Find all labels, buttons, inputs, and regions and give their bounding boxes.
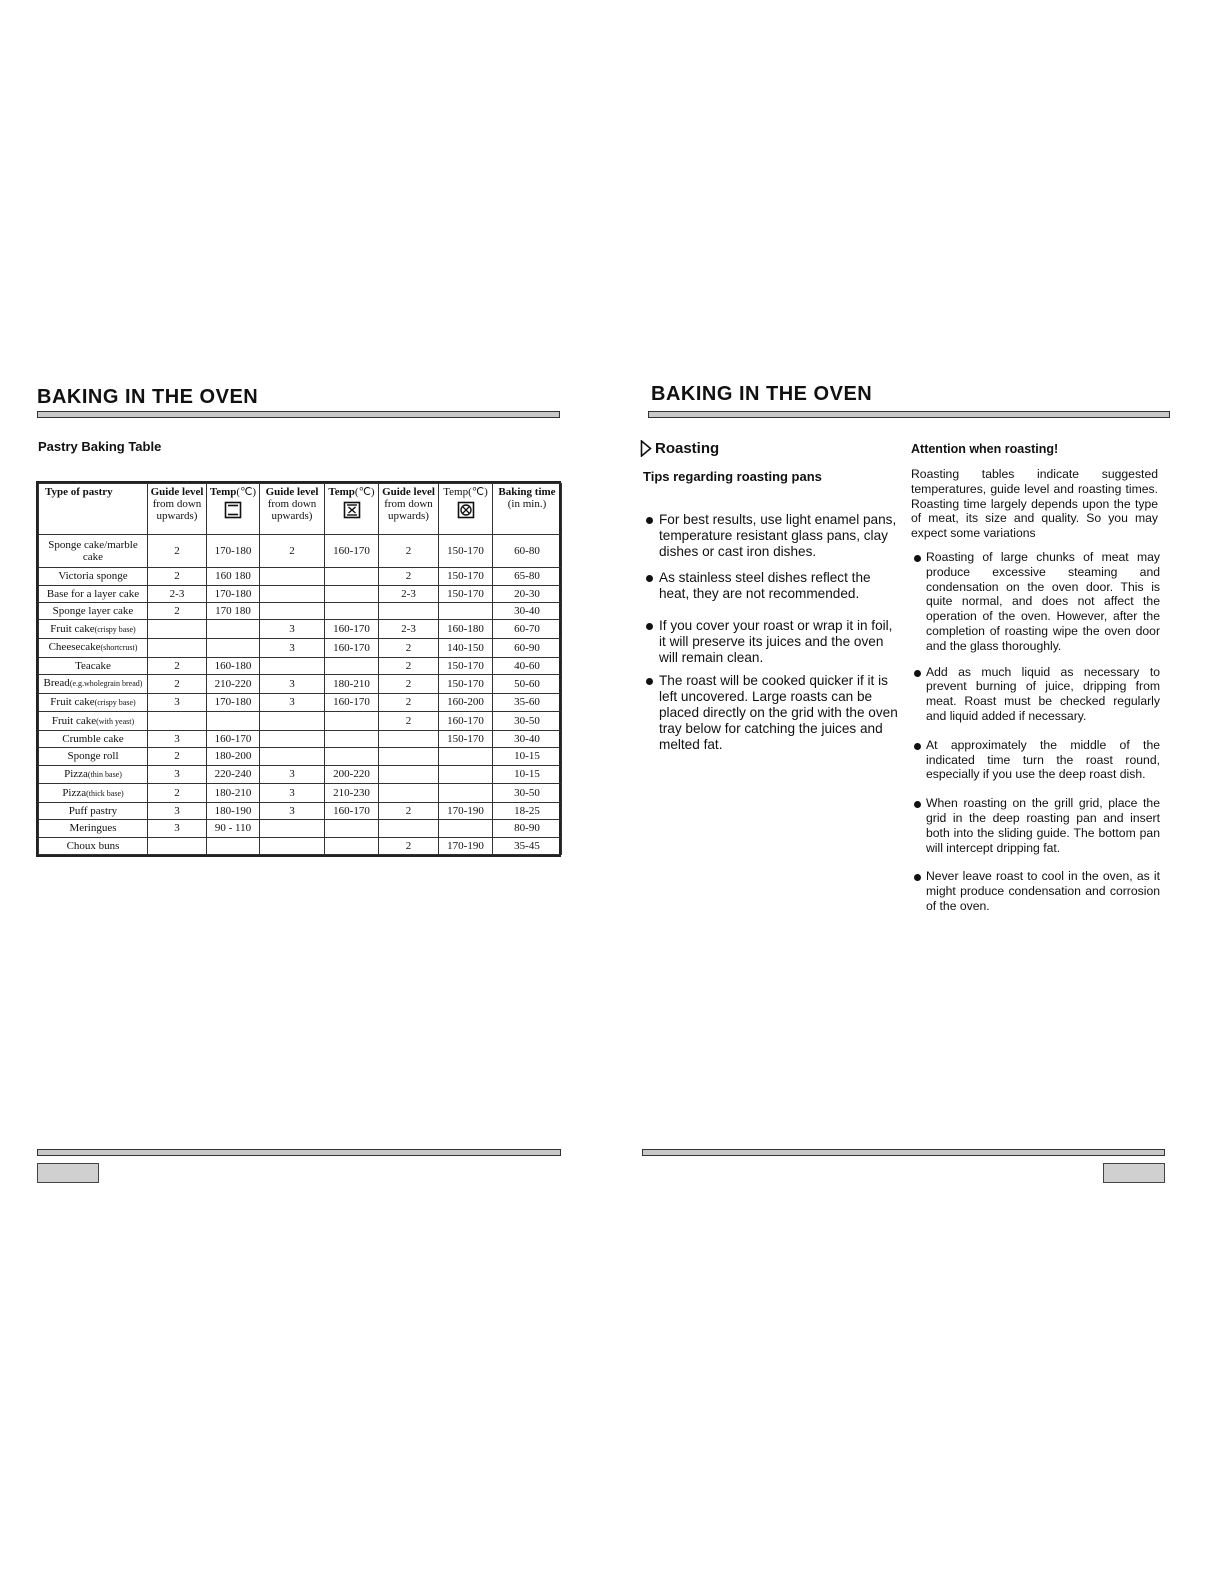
table-row xyxy=(39,585,562,602)
table-title: Pastry Baking Table xyxy=(38,439,162,454)
guide-level-3-cell: 2 xyxy=(379,693,439,712)
guide-level-2-cell: 3 xyxy=(260,693,325,712)
table-row xyxy=(39,765,562,784)
temp-3-cell xyxy=(439,602,493,619)
temp-1-cell: 160-180 xyxy=(207,657,260,674)
guide-level-2-cell xyxy=(260,657,325,674)
pastry-name-cell: Base for a layer cake xyxy=(39,585,148,602)
baking-time-cell: 30-40 xyxy=(493,602,562,619)
guide-level-2-cell xyxy=(260,820,325,837)
attention-item: Roasting of large chunks of meat may produce excessive steaming and condensation on the oven door. This is quite normal, and does not affect the operation of the oven. However, after the completion of roasting wipe the oven door and the glass thoroughly. xyxy=(911,550,1160,654)
pastry-name-cell: Victoria sponge xyxy=(39,568,148,585)
table-row xyxy=(39,620,562,639)
guide-level-3-cell: 2 xyxy=(379,568,439,585)
left-page-number-box xyxy=(37,1163,99,1183)
guide-level-1-cell: 2 xyxy=(148,784,207,803)
temp-2-cell xyxy=(325,568,379,585)
tip-item: The roast will be cooked quicker if it is left uncovered. Large roasts can be placed directly on the grid with the oven tray below for catching the juices and melted fat. xyxy=(643,673,898,754)
baking-time-cell: 65-80 xyxy=(493,568,562,585)
baking-time-cell: 35-60 xyxy=(493,693,562,712)
col-guide-level-3: Guide level from down upwards) xyxy=(379,484,439,535)
temp-3-cell: 170-190 xyxy=(439,837,493,854)
guide-level-1-cell: 2 xyxy=(148,535,207,568)
temp-2-cell: 160-170 xyxy=(325,802,379,819)
guide-level-3-cell: 2 xyxy=(379,837,439,854)
temp-1-cell: 220-240 xyxy=(207,765,260,784)
table-row xyxy=(39,657,562,674)
pastry-name-cell: Teacake xyxy=(39,657,148,674)
pastry-name-cell: Crumble cake xyxy=(39,730,148,747)
right-page-number-box xyxy=(1103,1163,1165,1183)
temp-2-cell xyxy=(325,837,379,854)
attention-intro: Roasting tables indicate suggested temperatures, guide level and roasting times. Roasting time largely depends upon the type of meat, its size and quality. So you may expect some variations xyxy=(911,467,1158,541)
temp-3-cell: 150-170 xyxy=(439,657,493,674)
temp-2-cell: 200-220 xyxy=(325,765,379,784)
tip-item: As stainless steel dishes reflect the heat, they are not recommended. xyxy=(643,570,898,602)
tip-item: If you cover your roast or wrap it in foil, it will preserve its juices and the oven will remain clean. xyxy=(643,618,898,667)
pastry-name-cell: Puff pastry xyxy=(39,802,148,819)
guide-level-2-cell: 3 xyxy=(260,638,325,657)
guide-level-3-cell: 2 xyxy=(379,712,439,731)
guide-level-3-cell xyxy=(379,748,439,765)
guide-level-3-cell xyxy=(379,784,439,803)
temp-1-cell xyxy=(207,837,260,854)
pastry-name-cell: Sponge cake/marble cake xyxy=(39,535,148,568)
temp-1-cell: 170-180 xyxy=(207,585,260,602)
guide-level-3-cell: 2 xyxy=(379,638,439,657)
temp-3-cell: 150-170 xyxy=(439,674,493,693)
table-row xyxy=(39,802,562,819)
oven-conventional-icon xyxy=(224,501,242,519)
guide-level-1-cell: 2 xyxy=(148,674,207,693)
baking-time-cell: 60-70 xyxy=(493,620,562,639)
temp-2-cell xyxy=(325,820,379,837)
pastry-name-cell: Fruit cake(crispy base) xyxy=(39,620,148,639)
temp-2-cell xyxy=(325,602,379,619)
temp-1-cell: 160-170 xyxy=(207,730,260,747)
guide-level-1-cell xyxy=(148,620,207,639)
pastry-name-cell: Fruit cake(crispy base) xyxy=(39,693,148,712)
temp-3-cell: 150-170 xyxy=(439,535,493,568)
temp-1-cell: 170-180 xyxy=(207,535,260,568)
temp-3-cell xyxy=(439,765,493,784)
temp-2-cell xyxy=(325,585,379,602)
right-header-rule xyxy=(648,411,1170,418)
table-row xyxy=(39,535,562,568)
guide-level-3-cell: 2-3 xyxy=(379,585,439,602)
temp-1-cell: 170-180 xyxy=(207,693,260,712)
guide-level-2-cell xyxy=(260,568,325,585)
guide-level-2-cell: 3 xyxy=(260,674,325,693)
baking-time-cell: 60-80 xyxy=(493,535,562,568)
baking-time-cell: 20-30 xyxy=(493,585,562,602)
guide-level-1-cell: 3 xyxy=(148,765,207,784)
baking-time-cell: 30-50 xyxy=(493,784,562,803)
table-row xyxy=(39,820,562,837)
baking-time-cell: 10-15 xyxy=(493,765,562,784)
temp-2-cell xyxy=(325,712,379,731)
guide-level-3-cell xyxy=(379,730,439,747)
guide-level-3-cell: 2 xyxy=(379,535,439,568)
guide-level-2-cell xyxy=(260,730,325,747)
guide-level-2-cell xyxy=(260,837,325,854)
table-row xyxy=(39,602,562,619)
temp-3-cell xyxy=(439,748,493,765)
pastry-name-cell: Pizza(thin base) xyxy=(39,765,148,784)
guide-level-2-cell xyxy=(260,712,325,731)
baking-time-cell: 50-60 xyxy=(493,674,562,693)
table-row xyxy=(39,674,562,693)
baking-time-cell: 18-25 xyxy=(493,802,562,819)
temp-1-cell: 170 180 xyxy=(207,602,260,619)
baking-time-cell: 40-60 xyxy=(493,657,562,674)
guide-level-2-cell: 3 xyxy=(260,784,325,803)
attention-list xyxy=(911,550,1160,928)
col-temp-2: Temp(℃) xyxy=(325,484,379,535)
pastry-name-cell: Pizza(thick base) xyxy=(39,784,148,803)
pastry-name-cell: Meringues xyxy=(39,820,148,837)
left-page-title: BAKING IN THE OVEN xyxy=(37,386,259,408)
guide-level-2-cell: 2 xyxy=(260,535,325,568)
table-header-row xyxy=(39,484,562,535)
temp-3-cell: 150-170 xyxy=(439,568,493,585)
tip-item: For best results, use light enamel pans, temperature resistant glass pans, clay dishes or cast iron dishes. xyxy=(643,512,898,561)
temp-2-cell: 160-170 xyxy=(325,620,379,639)
oven-fan-icon xyxy=(457,501,475,519)
guide-level-1-cell: 2 xyxy=(148,602,207,619)
temp-2-cell xyxy=(325,657,379,674)
temp-2-cell: 160-170 xyxy=(325,535,379,568)
guide-level-1-cell: 3 xyxy=(148,693,207,712)
temp-3-cell: 160-200 xyxy=(439,693,493,712)
guide-level-1-cell: 2 xyxy=(148,568,207,585)
baking-time-cell: 80-90 xyxy=(493,820,562,837)
pastry-name-cell: Bread(e.g.wholegrain bread) xyxy=(39,674,148,693)
col-type-of-pastry: Type of pastry xyxy=(39,484,148,535)
oven-top-bottom-icon xyxy=(343,501,361,519)
guide-level-2-cell xyxy=(260,602,325,619)
guide-level-2-cell: 3 xyxy=(260,802,325,819)
temp-2-cell: 210-230 xyxy=(325,784,379,803)
tips-list xyxy=(643,512,898,764)
baking-time-cell: 35-45 xyxy=(493,837,562,854)
temp-2-cell: 180-210 xyxy=(325,674,379,693)
temp-2-cell xyxy=(325,730,379,747)
temp-3-cell: 150-170 xyxy=(439,585,493,602)
temp-1-cell xyxy=(207,620,260,639)
table-row xyxy=(39,837,562,854)
attention-item: Add as much liquid as necessary to prevent burning of juice, dripping from meat. Roast must be checked regularly and liquid added if necessary. xyxy=(911,665,1160,724)
pastry-name-cell: Fruit cake(with yeast) xyxy=(39,712,148,731)
temp-3-cell: 160-170 xyxy=(439,712,493,731)
temp-3-cell: 150-170 xyxy=(439,730,493,747)
baking-time-cell: 30-40 xyxy=(493,730,562,747)
attention-item: When roasting on the grill grid, place the grid in the deep roasting pan and insert both into the sliding guide. The bottom pan will intercept dripping fat. xyxy=(911,796,1160,855)
guide-level-3-cell: 2 xyxy=(379,802,439,819)
guide-level-2-cell xyxy=(260,748,325,765)
temp-3-cell: 140-150 xyxy=(439,638,493,657)
triangle-arrow-icon xyxy=(640,440,652,457)
baking-time-cell: 10-15 xyxy=(493,748,562,765)
guide-level-2-cell: 3 xyxy=(260,765,325,784)
attention-item: Never leave roast to cool in the oven, as it might produce condensation and corrosion of the oven. xyxy=(911,869,1160,913)
guide-level-2-cell xyxy=(260,585,325,602)
guide-level-2-cell: 3 xyxy=(260,620,325,639)
left-header-rule xyxy=(37,411,560,418)
temp-2-cell: 160-170 xyxy=(325,638,379,657)
col-temp-1: Temp(℃) xyxy=(207,484,260,535)
temp-1-cell: 180-200 xyxy=(207,748,260,765)
temp-2-cell xyxy=(325,748,379,765)
table-row xyxy=(39,712,562,731)
pastry-name-cell: Choux buns xyxy=(39,837,148,854)
guide-level-1-cell: 3 xyxy=(148,802,207,819)
guide-level-1-cell xyxy=(148,712,207,731)
table-row xyxy=(39,638,562,657)
guide-level-1-cell xyxy=(148,638,207,657)
guide-level-3-cell xyxy=(379,602,439,619)
roasting-heading: Roasting xyxy=(640,440,719,457)
guide-level-1-cell: 2 xyxy=(148,657,207,674)
pastry-name-cell: Cheesecake(shortcrust) xyxy=(39,638,148,657)
temp-1-cell xyxy=(207,712,260,731)
baking-time-cell: 30-50 xyxy=(493,712,562,731)
attention-item: At approximately the middle of the indicated time turn the roast round, especially if you use the deep roast dish. xyxy=(911,738,1160,782)
guide-level-3-cell xyxy=(379,765,439,784)
pastry-name-cell: Sponge roll xyxy=(39,748,148,765)
temp-1-cell: 210-220 xyxy=(207,674,260,693)
guide-level-3-cell: 2-3 xyxy=(379,620,439,639)
left-footer-rule xyxy=(37,1149,561,1156)
temp-2-cell: 160-170 xyxy=(325,693,379,712)
guide-level-1-cell: 3 xyxy=(148,730,207,747)
table-row xyxy=(39,784,562,803)
table-row xyxy=(39,748,562,765)
guide-level-1-cell: 2-3 xyxy=(148,585,207,602)
guide-level-1-cell: 2 xyxy=(148,748,207,765)
col-baking-time: Baking time (in min.) xyxy=(493,484,562,535)
temp-1-cell: 90 - 110 xyxy=(207,820,260,837)
table-row xyxy=(39,730,562,747)
right-footer-rule xyxy=(642,1149,1165,1156)
col-temp-3: Temp(℃) xyxy=(439,484,493,535)
baking-time-cell: 60-90 xyxy=(493,638,562,657)
temp-3-cell xyxy=(439,820,493,837)
pastry-name-cell: Sponge layer cake xyxy=(39,602,148,619)
temp-3-cell: 170-190 xyxy=(439,802,493,819)
attention-heading: Attention when roasting! xyxy=(911,442,1059,456)
temp-1-cell: 180-190 xyxy=(207,802,260,819)
right-page-title: BAKING IN THE OVEN xyxy=(651,383,873,405)
temp-1-cell: 180-210 xyxy=(207,784,260,803)
guide-level-3-cell: 2 xyxy=(379,657,439,674)
pastry-baking-table xyxy=(36,481,561,857)
guide-level-1-cell xyxy=(148,837,207,854)
col-guide-level-1: Guide level from down upwards) xyxy=(148,484,207,535)
guide-level-1-cell: 3 xyxy=(148,820,207,837)
tips-heading: Tips regarding roasting pans xyxy=(643,469,822,484)
table-row xyxy=(39,693,562,712)
temp-3-cell: 160-180 xyxy=(439,620,493,639)
temp-3-cell xyxy=(439,784,493,803)
temp-1-cell: 160 180 xyxy=(207,568,260,585)
guide-level-3-cell: 2 xyxy=(379,674,439,693)
col-guide-level-2: Guide level from down upwards) xyxy=(260,484,325,535)
table-row xyxy=(39,568,562,585)
guide-level-3-cell xyxy=(379,820,439,837)
temp-1-cell xyxy=(207,638,260,657)
